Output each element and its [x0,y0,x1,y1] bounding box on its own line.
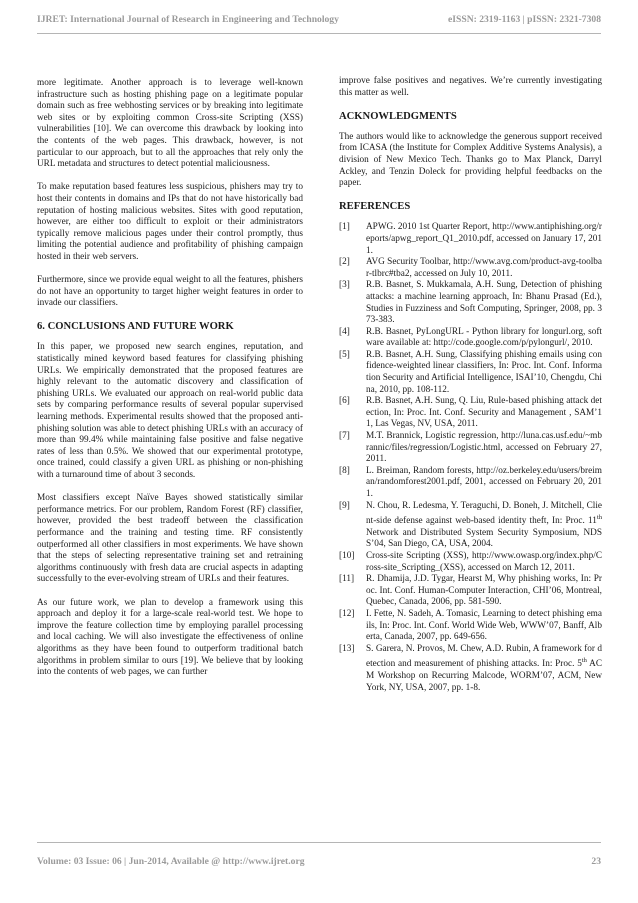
header-divider [37,33,601,34]
reference-item [339,327,602,350]
reference-text [366,396,602,431]
reference-item [339,551,602,574]
reference-number: [2] [339,257,350,268]
paragraph: improve false positives and negatives. We’re currently investigating this matter as well. [339,76,602,98]
reference-list [339,222,602,694]
reference-text [366,574,602,609]
reference-text [366,644,602,694]
reference-text [366,466,602,501]
reference-text-part: N. Chou, R. Ledesma, Y. Teraguchi, D. Boneh, J. Mitchell, Client-side defense against web-based identity theft, In: Proc. 11 [366,500,602,527]
reference-text-part: L. Breiman, Random forests, http://oz.berkeley.edu/users/breiman/randomforest2001.pdf, 2001, accessed on February 20, 2011. [366,465,602,499]
reference-text-part: R. Dhamija, J.D. Tygar, Hearst M, Why phishing works, In: Proc. Int. Conf. Human-Computer Interaction, CHI’06, Montreal, Quebec, Canada, 2006, pp. 581-590. [366,574,602,608]
paragraph: Furthermore, since we provide equal weight to all the features, phishers do not have an opportunity to target higher weight features in order to invade our classifiers. [37,275,303,309]
reference-text-part: R.B. Basnet, A.H. Sung, Q. Liu, Rule-based phishing attack detection, In: Proc. Int. Conf. Security and Management , SAM’11, Las Vegas, NV, USA, 2011. [366,396,602,430]
reference-item [339,350,602,396]
acknowledgment-text: The authors would like to acknowledge the generous support received from ICASA (the Institute for Complex Additive Systems Analysis), a division of New Mexico Tech. Thanks go to Max Planck, Darryl Ackley, and Tenzin Doleck for providing helpful feedbacks on the paper. [339,131,602,189]
reference-number: [13] [339,643,355,654]
section-heading-references: REFERENCES [339,201,411,213]
paragraph: In this paper, we proposed new search engines, reputation, and statistically mined keyword based features for classifying phishing URLs. We empirically demonstrated that the proposed features are highly relevant to the automatic discovery and classification of phishing URLs. We evaluated our approach on real-world public data sets by comparing performance results of several popular supervised learning methods. Experimental results showed that the proposed anti-phishing solution was able to detect phishing URLs with an accuracy of more than 99.4% while maintaining false positive and false negative rates of less than 0.5%. We showed that our experimental prototype, once trained, could classify a given URL as phishing or non-phishing with a turnaround time of about 3 seconds. [37,342,303,480]
reference-text [366,222,602,257]
journal-title: IJRET: International Journal of Research in Engineering and Technology [37,14,339,25]
reference-text [366,350,602,396]
reference-superscript: th [596,514,602,522]
reference-item [339,431,602,466]
reference-text-part: R.B. Basnet, S. Mukkamala, A.H. Sung, Detection of phishing attacks: a machine learning approach, In: Bhanu Prasad (Ed.), Studies in Fuzziness and Soft Computing, Springer, 2008, pp. 373-383. [366,280,602,326]
reference-text [366,551,602,574]
paragraph: To make reputation based features less suspicious, phishers may try to host their contents in domains and IPs that do not have historically bad reputation of hosting malicious websites. Sites with good reputation, however, are either too difficult to exploit or their administrators typically remove malicious pages under their control promptly, thus limiting the potential audience and profitability of phishing campaign hosted in their web servers. [37,182,303,262]
reference-item [339,222,602,257]
page-number: 23 [591,856,601,867]
reference-text-part: S. Garera, N. Provos, M. Chew, A.D. Rubin, A framework for detection and measurement of phishing attacks. In: Proc. 5 [366,643,602,670]
section-heading-conclusions: 6. CONCLUSIONS AND FUTURE WORK [37,321,234,333]
paragraph: As our future work, we plan to develop a framework using this approach and deploy it for a large-scale real-world test. We hope to improve the feature collection time by employing parallel processing and local caching. We will also investigate the effectiveness of online algorithms as they have been found to outperform traditional batch algorithms in problem similar to ours [19]. We believe that by looking into the contents of web pages, we can further [37,597,303,678]
reference-number: [11] [339,574,355,585]
reference-text-part: M.T. Brannick, Logistic regression, http://luna.cas.usf.edu/~mbrannic/files/regression/Logistic.html, accessed on February 27, 2011. [366,431,602,465]
page-footer [37,856,601,867]
reference-number: [9] [339,500,350,511]
reference-text-part: AVG Security Toolbar, http://www.avg.com/product-avg-toolbar-tlbrc#tba2, accessed on July 10, 2011. [366,257,602,279]
reference-number: [1] [339,222,350,233]
volume-info: Volume: 03 Issue: 06 | Jun-2014, Available @ http://www.ijret.org [37,856,305,867]
reference-text [366,280,602,326]
reference-text-part: APWG. 2010 1st Quarter Report, http://www.antiphishing.org/reports/apwg_report_Q1_2010.pdf, accessed on January 17, 2011. [366,222,602,256]
reference-number: [12] [339,609,355,620]
reference-item [339,574,602,609]
reference-text [366,501,602,551]
reference-superscript: th [581,657,587,665]
reference-text [366,609,602,644]
reference-text-part: Cross-site Scripting (XSS), http://www.owasp.org/index.php/Cross-site_Scripting_(XSS), accessed on March 12, 2011. [366,551,602,573]
reference-item [339,280,602,326]
reference-text [366,257,602,280]
reference-number: [3] [339,280,350,291]
right-column [339,76,602,694]
reference-item [339,501,602,551]
reference-text-part: Network and Distributed System Security Symposium, NDSS’04, San Diego, CA, USA, 2004. [366,527,602,550]
paragraph: more legitimate. Another approach is to leverage well-known infrastructure such as hosting phishing page on a legitimate popular domain such as free webhosting services or by breaking into legitimate web sites or by exploiting common Cross-site Scripting (XSS) vulnerabilities [10]. We can overcome this drawback by looking into the contents of the web pages. This drawback, however, is not particular to our approach, but to all the approaches that rely only the URL metadata and structures to detect potential maliciousness. [37,78,303,170]
reference-item [339,396,602,431]
reference-number: [4] [339,326,350,337]
reference-text-part: I. Fette, N. Sadeh, A. Tomasic, Learning to detect phishing emails, In: Proc. Int. Conf. World Wide Web, WWW’07, Banff, Alberta, Canada, 2007, pp. 649-656. [366,609,602,643]
reference-item [339,466,602,501]
reference-item [339,609,602,644]
section-heading-acknowledgments: ACKNOWLEDGMENTS [339,110,457,122]
issn-info: eISSN: 2319-1163 | pISSN: 2321-7308 [448,14,601,25]
reference-item [339,257,602,280]
reference-text-part: R.B. Basnet, PyLongURL - Python library for longurl.org, software available at: http://code.google.com/p/pylongurl/, 2010. [366,326,602,349]
reference-item [339,644,602,694]
paragraph: Most classifiers except Naïve Bayes showed statistically similar performance metrics. For our problem, Random Forest (RF) classifier, however, provided the best tradeoff between the classification performance and the training and testing time. RF consistently outperformed all other classifiers in most experiments. We have shown that the steps of selecting representative training set and retraining algorithms continuously with fresh data are crucial aspects in adapting successfully to the ever-evolving stream of URLs and their features. [37,493,303,585]
reference-text-part: ACM Workshop on Recurring Malcode, WORM’07, ACM, New York, NY, USA, 2007, pp. 1-8. [366,659,602,693]
reference-text [366,431,602,466]
reference-number: [7] [339,431,350,442]
reference-number: [5] [339,349,350,360]
reference-number: [10] [339,551,355,562]
reference-number: [8] [339,465,350,476]
reference-number: [6] [339,396,350,407]
page-header [37,14,601,25]
reference-text-part: R.B. Basnet, A.H. Sung, Classifying phishing emails using confidence-weighted linear classifiers, In: Proc. Int. Conf. Information Security and Artificial Intelligence, ISAI’10, Chengdu, China, 2010, pp. 108-112. [366,349,602,395]
left-column [37,78,303,690]
footer-divider [37,842,601,843]
reference-text [366,327,602,350]
